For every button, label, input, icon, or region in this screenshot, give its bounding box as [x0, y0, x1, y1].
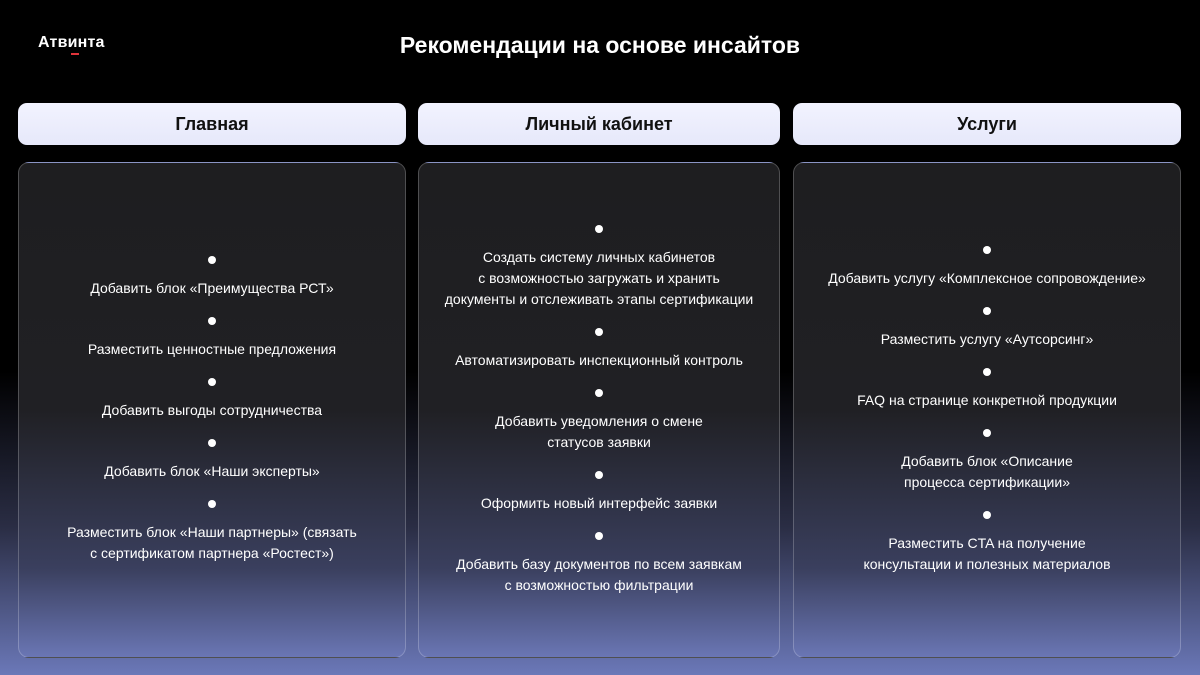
bullet-icon — [983, 246, 991, 254]
bullet-icon — [983, 307, 991, 315]
recommendation-text: Разместить CTA на получение консультации и полезных материалов — [863, 534, 1111, 572]
recommendation-text: Разместить ценностные предложения — [87, 341, 337, 357]
recommendation-text: Добавить блок «Преимущества РСТ» — [90, 280, 334, 296]
bullet-icon — [983, 511, 991, 519]
column-header: Услуги — [793, 103, 1181, 145]
recommendation-item — [67, 500, 357, 564]
recommendation-item — [90, 256, 333, 299]
bullet-icon — [208, 439, 216, 447]
bullet-icon — [595, 389, 603, 397]
recommendation-item — [102, 378, 322, 421]
recommendation-item — [863, 511, 1110, 575]
recommendation-item — [445, 225, 754, 310]
recommendation-item — [456, 532, 742, 596]
recommendation-item — [857, 368, 1117, 411]
recommendation-item — [455, 328, 743, 371]
column-header: Главная — [18, 103, 406, 145]
recommendation-item — [88, 317, 336, 360]
recommendation-text: Добавить базу документов по всем заявкам с возможностью фильтрации — [456, 555, 742, 593]
bullet-icon — [208, 256, 216, 264]
recommendation-text: Добавить блок «Наши эксперты» — [104, 463, 320, 479]
column-header: Личный кабинет — [418, 103, 780, 145]
bullet-icon — [595, 328, 603, 336]
column-personal-account — [418, 103, 780, 659]
recommendations-card — [793, 162, 1181, 658]
bullet-icon — [595, 532, 603, 540]
brand-logo-text: Атвинта — [38, 34, 105, 51]
recommendation-item — [901, 429, 1072, 493]
bullet-icon — [595, 225, 603, 233]
recommendation-item — [495, 389, 703, 453]
recommendation-item — [481, 471, 717, 514]
recommendation-text: FAQ на странице конкретной продукции — [857, 391, 1117, 408]
bullet-icon — [983, 429, 991, 437]
column-services — [793, 103, 1181, 659]
column-main-page — [18, 103, 406, 659]
recommendation-text: Добавить услугу «Комплексное сопровождение» — [828, 269, 1146, 286]
recommendation-text: Создать систему личных кабинетов с возможностью загружать и хранить документы и отслеживать этапы сертификации — [444, 248, 754, 307]
recommendation-item — [881, 307, 1094, 350]
recommendation-text: Добавить блок «Описание процесса сертификации» — [901, 452, 1073, 490]
recommendation-text: Разместить блок «Наши партнеры» (связать с сертификатом партнера «Ростест») — [67, 524, 357, 561]
bullet-icon — [208, 500, 216, 508]
bullet-icon — [983, 368, 991, 376]
recommendation-text: Разместить услугу «Аутсорсинг» — [880, 330, 1094, 347]
recommendations-card — [418, 162, 780, 658]
recommendation-text: Добавить выгоды сотрудничества — [101, 402, 323, 418]
bullet-icon — [208, 317, 216, 325]
recommendation-item — [828, 246, 1146, 289]
recommendation-text: Автоматизировать инспекционный контроль — [455, 351, 743, 368]
recommendation-item — [104, 439, 319, 482]
recommendation-text: Оформить новый интерфейс заявки — [480, 494, 718, 511]
bullet-icon — [595, 471, 603, 479]
page-title: Рекомендации на основе инсайтов — [399, 32, 801, 58]
bullet-icon — [208, 378, 216, 386]
recommendations-card — [18, 162, 406, 658]
recommendation-text: Добавить уведомления о смене статусов заявки — [495, 412, 703, 450]
